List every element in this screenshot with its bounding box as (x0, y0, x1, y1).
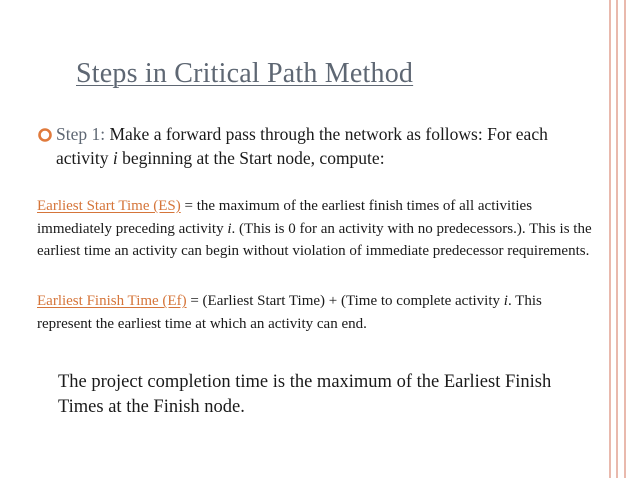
es-definition (37, 195, 597, 263)
ef-text-part2: . This represent the earliest time at which an activity can end. (37, 293, 542, 332)
activity-variable: i (227, 220, 232, 237)
ef-term-link[interactable]: Earliest Finish Time (Ef) (37, 293, 187, 309)
ring-bullet-icon (36, 126, 54, 144)
es-term-link[interactable]: Earliest Start Time (ES) (37, 198, 181, 214)
es-text-part2: . (This is 0 for an activity with no predecessors.). This is the earliest time an activity can begin without violation of immediate predecessor requirements. (37, 220, 592, 259)
activity-variable: i (503, 293, 508, 309)
border-line (609, 0, 611, 478)
step-1-text (56, 122, 596, 170)
step-label: Step 1: (56, 124, 106, 144)
activity-variable: i (112, 148, 118, 168)
conclusion-text: The project completion time is the maximum of the Earliest Finish Times at the Finish node. (58, 372, 552, 417)
ef-definition (37, 290, 597, 335)
ef-text-part1: = (Earliest Start Time) + (Time to complete activity (190, 293, 501, 309)
es-text-part1: = the maximum of the earliest finish times of all activities immediately preceding activity (37, 198, 533, 237)
border-line (624, 0, 626, 478)
border-line (616, 0, 618, 478)
step-text-part2: beginning at the Start node, compute: (122, 148, 385, 168)
slide-title: Steps in Critical Path Method (76, 58, 414, 89)
step-text-part1: Make a forward pass through the network as follows: For each activity (56, 124, 548, 168)
